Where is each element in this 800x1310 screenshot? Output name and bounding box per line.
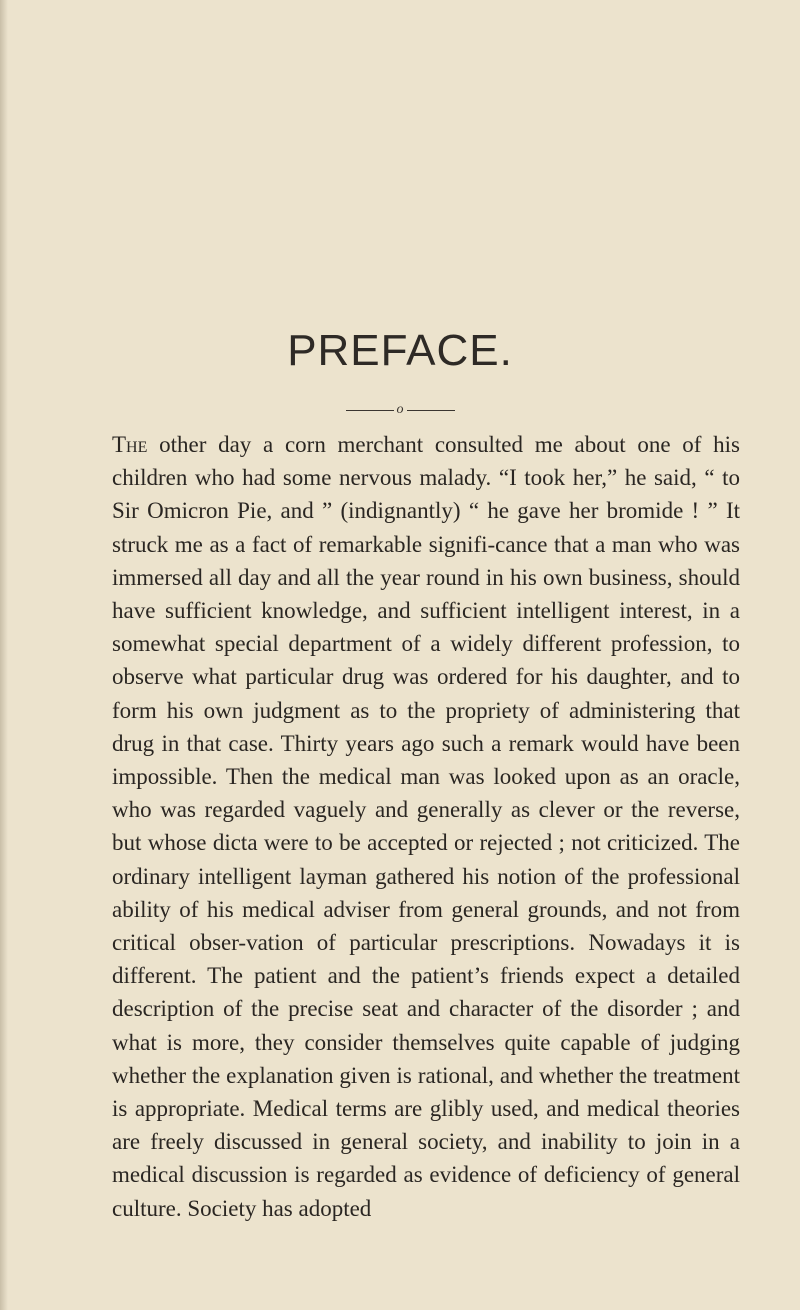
page-edge-shadow [0,0,8,1310]
page-title: PREFACE. [287,326,513,375]
paragraph-text: other day a corn merchant consulted me about one of his children who had some nervous malady. “I took her,” he said, “ to Sir Omicron Pie, and ” (indignantly) “ he gave her bromide ! ” It struck me as a fact of remarkable signifi-cance that a man who was immersed all day and all the year round in his own business, should have sufficient knowledge, and sufficient intelligent interest, in a somewhat special department of a widely different profession, to observe what particular drug was ordered for his daughter, and to form his own judgment as to the propriety of administering that drug in that case. Thirty years ago such a remark would have been impossible. Then the medical man was looked upon as an oracle, who was regarded vaguely and generally as clever or the reverse, but whose dicta were to be accepted or rejected ; not criticized. The ordinary intelligent layman gathered his notion of the professional ability of his medical adviser from general grounds, and not from critical obser-vation of particular prescriptions. Nowadays it is different. The patient and the patient’s friends expect a detailed description of the precise seat and character of the disorder ; and what is more, they consider themselves quite capable of judging whether the explanation given is rational, and whether the treatment is appropriate. Medical terms are glibly used, and medical theories are freely discussed in general society, and inability to join in a medical discussion is regarded as evidence of deficiency of general culture. Society has adopted [112,432,740,1221]
preface-paragraph [112,428,740,1225]
divider-rule-left [346,410,394,411]
section-divider [0,400,800,420]
lead-word: The [112,432,148,457]
divider-ornament: o [396,402,404,417]
divider-rule-right [407,410,455,411]
